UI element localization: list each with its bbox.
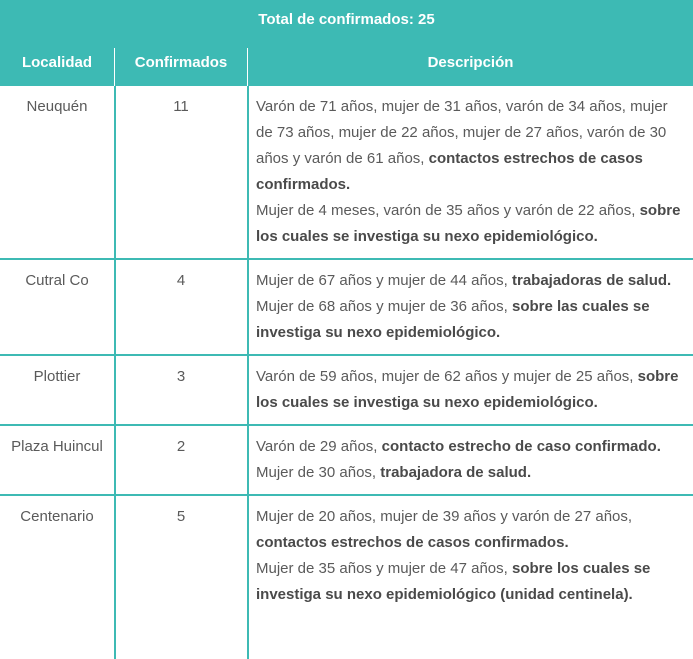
description-text: Varón de 29 años, bbox=[256, 438, 382, 455]
cell-localidad: Plaza Huincul bbox=[11, 438, 103, 455]
description-line bbox=[256, 434, 688, 460]
description-line bbox=[256, 94, 688, 198]
cell-descripcion bbox=[256, 86, 688, 258]
description-text: Mujer de 20 años, mujer de 39 años y varón de 27 años, bbox=[256, 508, 633, 525]
cell-localidad: Centenario bbox=[20, 508, 94, 525]
header-descripcion: Descripción bbox=[427, 53, 514, 71]
description-emphasis: contacto estrecho de caso confirmado. bbox=[381, 438, 661, 455]
description-emphasis: sobre los cuales se investiga su nexo epidemiológico. bbox=[256, 202, 681, 245]
table-row bbox=[0, 260, 693, 356]
cell-confirmados: 11 bbox=[173, 98, 189, 115]
description-line bbox=[256, 364, 688, 416]
description-emphasis: sobre las cuales se investiga su nexo epidemiológico. bbox=[256, 298, 650, 341]
table-title: Total de confirmados: 25 bbox=[0, 0, 693, 38]
cell-descripcion bbox=[256, 260, 688, 354]
table-row bbox=[0, 356, 693, 426]
description-text: Mujer de 4 meses, varón de 35 años y varón de 22 años, bbox=[256, 202, 640, 219]
cell-descripcion bbox=[256, 496, 688, 616]
cell-confirmados: 4 bbox=[176, 272, 186, 289]
cell-confirmados: 5 bbox=[176, 508, 186, 525]
description-line bbox=[256, 556, 688, 608]
description-text: Mujer de 67 años y mujer de 44 años, bbox=[256, 272, 512, 289]
description-text: Varón de 59 años, mujer de 62 años y mujer de 25 años, bbox=[256, 368, 638, 385]
description-emphasis: sobre los cuales se investiga su nexo epidemiológico (unidad centinela). bbox=[256, 560, 651, 603]
table-row bbox=[0, 86, 693, 260]
description-line bbox=[256, 504, 688, 556]
table-header-row bbox=[0, 38, 693, 86]
column-divider bbox=[247, 86, 249, 659]
cell-localidad: Plottier bbox=[33, 368, 81, 385]
description-emphasis: sobre los cuales se investiga su nexo epidemiológico. bbox=[256, 368, 679, 411]
description-text: Varón de 71 años, mujer de 31 años, varón de 34 años, mujer de 73 años, mujer de 22 años, mujer de 27 años, varón de 30 años y varón de 61 años, bbox=[256, 98, 668, 167]
description-text: Mujer de 30 años, bbox=[256, 464, 381, 481]
cell-descripcion bbox=[256, 426, 688, 494]
description-line bbox=[256, 294, 688, 346]
cell-descripcion bbox=[256, 356, 688, 424]
table-body bbox=[0, 86, 693, 616]
description-emphasis: trabajadora de salud. bbox=[380, 464, 532, 481]
header-localidad: Localidad bbox=[21, 53, 92, 71]
cell-confirmados: 3 bbox=[176, 368, 186, 385]
description-emphasis: trabajadoras de salud. bbox=[511, 272, 672, 289]
description-line bbox=[256, 268, 688, 294]
cell-localidad: Neuquén bbox=[26, 98, 88, 115]
description-text: Mujer de 68 años y mujer de 36 años, bbox=[256, 298, 512, 315]
header-confirmados: Confirmados bbox=[134, 53, 228, 71]
description-line bbox=[256, 198, 688, 250]
table-row bbox=[0, 426, 693, 496]
cell-confirmados: 2 bbox=[176, 438, 186, 455]
description-line bbox=[256, 460, 688, 486]
table-row bbox=[0, 496, 693, 616]
description-emphasis: contactos estrechos de casos confirmados. bbox=[256, 534, 569, 551]
description-text: Mujer de 35 años y mujer de 47 años, bbox=[256, 560, 512, 577]
description-emphasis: contactos estrechos de casos confirmados. bbox=[256, 150, 643, 193]
cell-localidad: Cutral Co bbox=[25, 272, 89, 289]
column-divider bbox=[114, 86, 116, 659]
